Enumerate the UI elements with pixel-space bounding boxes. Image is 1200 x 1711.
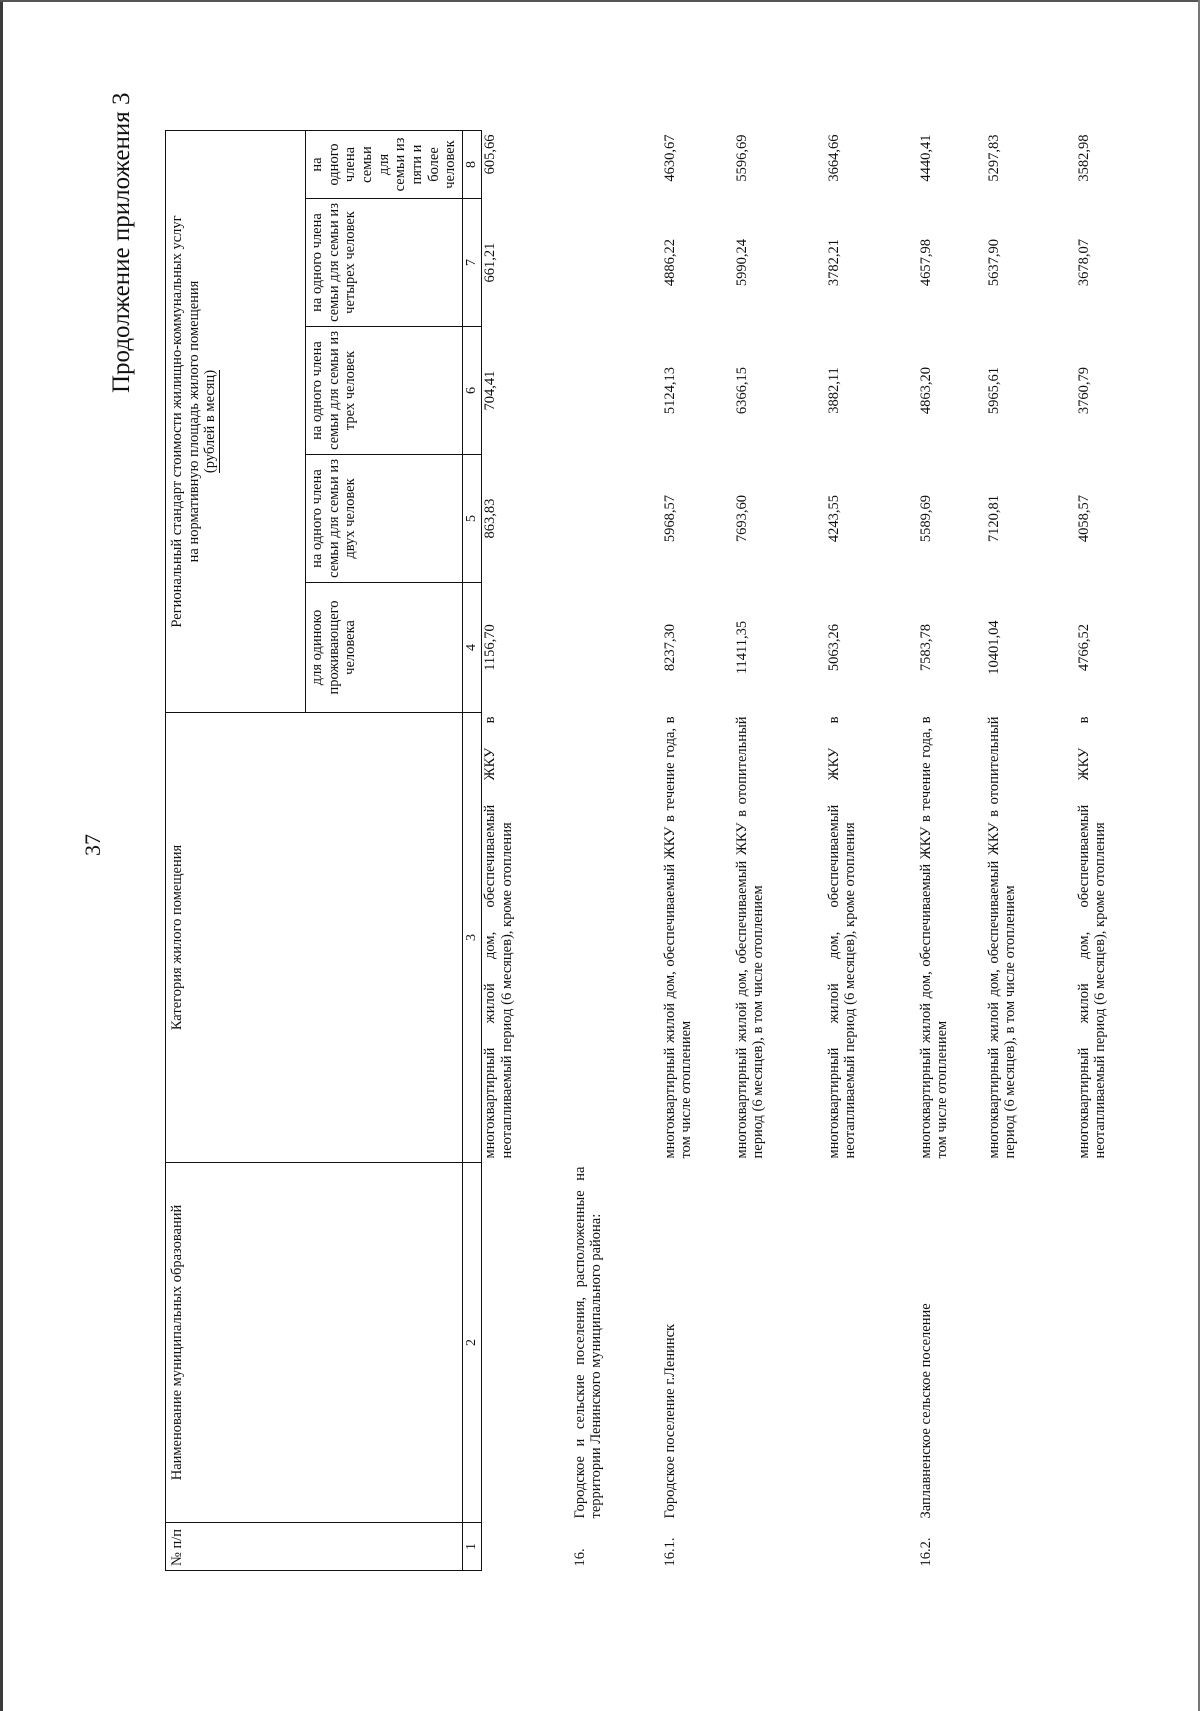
row-municipality [986, 1163, 1076, 1523]
row-number [734, 1523, 826, 1571]
index-cell: 1 [463, 1523, 482, 1571]
row-municipality [734, 1163, 826, 1523]
table-row [572, 131, 662, 1571]
value-two: 4243,55 [825, 494, 842, 543]
value-two: 863,83 [482, 498, 499, 539]
header-unit: (рублей в месяц) [202, 369, 219, 474]
value-five-plus [572, 131, 662, 199]
index-cell: 6 [463, 327, 482, 455]
header-category: Категория жилого помещения [166, 713, 463, 1163]
table-body [482, 131, 1156, 1571]
housing-cost-standards-table [165, 130, 1156, 1571]
header-regional-standard-line2: на нормативную площадь жилого помещения [185, 280, 202, 563]
value-three: 5965,61 [985, 366, 1002, 415]
row-category: многоквартирный жилой дом, обеспечиваемый ЖКУ в отопительный период (6 месяцев), в том числе отоплением [985, 716, 1019, 1159]
value-four: 5990,24 [733, 238, 750, 287]
value-two: 5968,57 [661, 494, 678, 543]
table-row [734, 131, 826, 1571]
index-cell: 2 [463, 1163, 482, 1523]
row-number [826, 1523, 918, 1571]
header-family-four: на одного члена семьи для семьи из четырех человек [306, 199, 463, 327]
value-single [572, 583, 662, 713]
row-category: многоквартирный жилой дом, обеспечиваемый ЖКУ в течение года, в том числе отоплением [917, 716, 951, 1159]
table-row [986, 131, 1076, 1571]
index-cell: 7 [463, 199, 482, 327]
value-four: 3678,07 [1075, 238, 1092, 287]
row-municipality [826, 1163, 918, 1523]
index-cell: 3 [463, 713, 482, 1163]
value-two: 7693,60 [733, 494, 750, 543]
value-single: 10401,04 [985, 620, 1002, 675]
value-three: 4863,20 [917, 366, 934, 415]
table-row [482, 131, 572, 1571]
header-single-person: для одиноко проживающего человека [306, 583, 463, 713]
value-two: 4058,57 [1075, 494, 1092, 543]
table-row [918, 131, 986, 1571]
value-single: 5063,26 [825, 623, 842, 672]
value-three: 3882,11 [825, 367, 842, 414]
header-regional-standard-line1: Региональный стандарт стоимости жилищно-коммунальных услуг [169, 215, 185, 628]
value-five-plus: 3664,66 [825, 134, 842, 182]
value-four [572, 199, 662, 327]
value-three: 6366,15 [733, 366, 750, 415]
value-five-plus: 5596,69 [733, 134, 750, 182]
table-row [826, 131, 918, 1571]
value-three: 704,41 [482, 370, 499, 411]
value-five-plus: 5297,83 [985, 134, 1002, 182]
value-three [572, 327, 662, 455]
value-five-plus: 4440,41 [917, 134, 934, 182]
table-row [1076, 131, 1156, 1571]
value-single: 8237,30 [661, 623, 678, 672]
header-regional-standard [166, 131, 306, 713]
value-two: 7120,81 [985, 494, 1002, 543]
row-number [1076, 1523, 1156, 1571]
value-single: 11411,35 [733, 620, 750, 675]
continuation-title: Продолжение приложения 3 [108, 92, 135, 393]
row-number: 16.1. [661, 1537, 678, 1567]
row-number: 16.2. [917, 1537, 934, 1567]
value-single: 4766,52 [1075, 623, 1092, 672]
row-category: многоквартирный жилой дом, обеспечиваемый ЖКУ в неотапливаемый период (6 месяцев), кроме отопления [482, 716, 515, 1159]
value-five-plus: 4630,67 [661, 134, 678, 182]
value-three: 3760,79 [1075, 366, 1092, 415]
value-three: 5124,13 [661, 366, 678, 415]
page-number: 37 [80, 834, 105, 856]
value-four: 661,21 [482, 242, 499, 283]
value-two [572, 455, 662, 583]
row-municipality: Городское и сельские поселения, расположенные на территории Ленинского муниципального района: [571, 1166, 605, 1519]
row-municipality: Заплавненское сельское поселение [917, 1303, 934, 1519]
index-cell: 4 [463, 583, 482, 713]
row-category: многоквартирный жилой дом, обеспечиваемый ЖКУ в отопительный период (6 месяцев), в том числе отоплением [733, 716, 767, 1159]
value-five-plus: 605,66 [482, 134, 499, 175]
header-family-five-plus: на одного члена семьи для семьи из пяти и более человек [306, 131, 463, 199]
row-number: 16. [571, 1548, 588, 1567]
value-five-plus: 3582,98 [1075, 134, 1092, 182]
row-municipality [482, 1163, 572, 1523]
value-four: 4886,22 [661, 238, 678, 287]
header-family-three: на одного члена семьи для семьи из трех человек [306, 327, 463, 455]
value-single: 1156,70 [482, 624, 499, 671]
row-number [482, 1523, 572, 1571]
index-cell: 5 [463, 455, 482, 583]
table-header [166, 131, 482, 1571]
value-single: 7583,78 [917, 623, 934, 672]
row-category: многоквартирный жилой дом, обеспечиваемый ЖКУ в неотапливаемый период (6 месяцев), кроме отопления [825, 716, 859, 1159]
row-municipality [1076, 1163, 1156, 1523]
row-number [986, 1523, 1076, 1571]
row-category: многоквартирный жилой дом, обеспечиваемый ЖКУ в течение года, в том числе отоплением [661, 716, 695, 1159]
row-category: многоквартирный жилой дом, обеспечиваемый ЖКУ в неотапливаемый период (6 месяцев), кроме отопления [1075, 716, 1109, 1159]
row-category [572, 713, 662, 1163]
table-row [662, 131, 734, 1571]
header-number: № п/п [166, 1523, 463, 1571]
header-municipality: Наименование муниципальных образований [166, 1163, 463, 1523]
row-municipality: Городское поселение г.Ленинск [661, 1323, 678, 1519]
header-family-two: на одного члена семьи для семьи из двух человек [306, 455, 463, 583]
header-index-row [463, 131, 482, 1571]
value-four: 4657,98 [917, 238, 934, 287]
value-four: 5637,90 [985, 238, 1002, 287]
value-two: 5589,69 [917, 494, 934, 543]
index-cell: 8 [463, 131, 482, 199]
value-four: 3782,21 [825, 238, 842, 287]
